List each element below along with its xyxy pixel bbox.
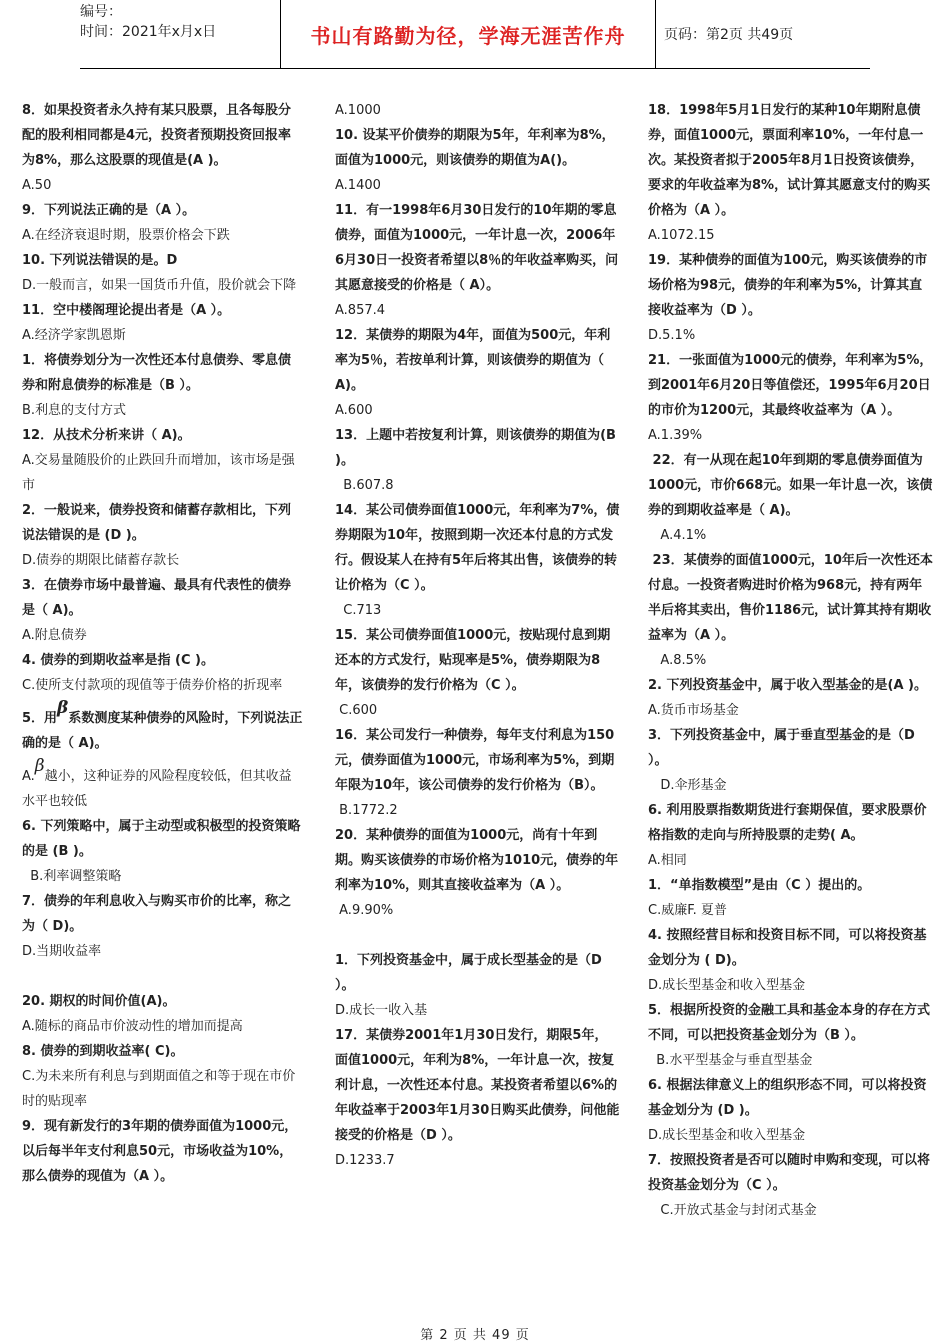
- question-text: 11．有一1998年6月30日发行的10年期的零息债券，面值为1000元，一年计息一次，2006年6月30日一投资者希望以8％的年收益率购买，问其愿意接受的价格是（ A）。: [335, 203, 619, 293]
- answer-text: C.为未来所有利息与到期面值之和等于现在市价时的贴现率: [22, 1069, 296, 1109]
- question-text: 16．某公司发行一种债券，每年支付利息为150元，债券面值为1000元，市场利率为5%，到期年限为10年，该公司债券的发行价格为（B）。: [335, 728, 615, 793]
- question-text: 17．某债券2001年1月30日发行，期限5年，面值1000元，年利为8%，一年计息一次，按复利计息，一次性还本付息。某投资者希望以6%的年收益率于2003年1月30日购买此债券，问他能接受的价格是（D ）。: [335, 1028, 620, 1143]
- answer-text: D.1233.7: [335, 1153, 395, 1168]
- answer-text: D.成长一收入基: [335, 1003, 428, 1018]
- question-text: 7．按照投资者是否可以随时申购和变现，可以将投资基金划分为（C ）。: [648, 1153, 931, 1193]
- answer-text: A.β越小，这种证券的风险程度较低，但其收益水平也较低: [22, 756, 292, 809]
- question-text: 4. 债券的到期收益率是指 (C )。: [22, 653, 214, 668]
- answer-text: A.在经济衰退时期，股票价格会下跌: [22, 228, 230, 243]
- question-text: 21．一张面值为1000元的债券，年利率为5%，到2001年6月20日等值偿还，1995年6月20日的市价为1200元，其最终收益率为（A ）。: [648, 353, 933, 418]
- beta-symbol-icon: β: [34, 756, 45, 776]
- question-text: 6. 根据法律意义上的组织形态不同，可以将投资基金划分为 (D )。: [648, 1078, 927, 1118]
- question-text: 8．如果投资者永久持有某只股票，且各每股分配的股利相同都是4元，投资者预期投资回报率为8%，那么这股票的现值是(A )。: [22, 103, 292, 168]
- question-text: 15．某公司债券面值1000元，按贴现付息到期还本的方式发行，贴现率是5%，债券期限为8年，该债券的发行价格为（C ）。: [335, 628, 611, 693]
- answer-text: D.债券的期限比储蓄存款长: [22, 553, 180, 568]
- question-text: 7．债券的年利息收入与购买市价的比率，称之为（ D)。: [22, 894, 292, 934]
- answer-text: A.1400: [335, 178, 381, 193]
- answer-text: D.5.1%: [648, 328, 696, 343]
- answer-text: A.9.90%: [335, 903, 394, 918]
- question-text: 9．现有新发行的3年期的债券面值为1000元，以后每半年支付利息50元，市场收益为10%，那么债券的现值为（A ）。: [22, 1119, 298, 1184]
- answer-text: A.1072.15: [648, 228, 715, 243]
- question-text: 12．某债券的期限为4年，面值为500元，年利率为5％，若按单利计算，则该债券的期值为（ A)。: [335, 328, 611, 393]
- answer-text: B.1772.2: [335, 803, 398, 818]
- question-text: 6. 下列策略中，属于主动型或积极型的投资策略的是 (B )。: [22, 819, 301, 859]
- question-text: 1．“单指数模型”是由（C ）提出的。: [648, 878, 871, 893]
- answer-text: D.成长型基金和收入型基金: [648, 978, 806, 993]
- answer-text: A.600: [335, 403, 373, 418]
- beta-symbol-icon: β: [57, 698, 69, 718]
- answer-text: B.利率调整策略: [22, 869, 122, 884]
- question-text: 1．将债券划分为一次性还本付息债券、零息债券和附息债券的标准是（B ）。: [22, 353, 292, 393]
- question-text: 2. 下列投资基金中，属于收入型基金的是(A )。: [648, 678, 927, 693]
- question-text: 5．用β系数测度某种债券的风险时，下列说法正确的是（ A)。: [22, 698, 303, 751]
- answer-text: C.713: [335, 603, 382, 618]
- answer-text: A.随标的商品市价波动性的增加而提高: [22, 1019, 243, 1034]
- header-motto: 书山有路勤为径，学海无涯苦作舟: [280, 0, 656, 68]
- question-text: 22．有一从现在起10年到期的零息债券面值为1000元，市价668元。如果一年计息一次，该债券的到期收益率是（ A)。: [648, 453, 933, 518]
- answer-text: A.经济学家凯恩斯: [22, 328, 126, 343]
- answer-text: B.水平型基金与垂直型基金: [648, 1053, 813, 1068]
- question-text: 23．某债券的面值1000元，10年后一次性还本付息。一投资者购进时价格为968元，持有两年半后将其卖出，售价1186元，试计算其持有期收益率为（A ）。: [648, 553, 933, 643]
- answer-text: A.1.39%: [648, 428, 703, 443]
- question-text: 8. 债券的到期收益率( C)。: [22, 1044, 184, 1059]
- spacer: [335, 923, 620, 948]
- answer-text: A.50: [22, 178, 52, 193]
- answer-text: A.附息债券: [22, 628, 87, 643]
- answer-text: A.8.5%: [648, 653, 707, 668]
- answer-text: D.成长型基金和收入型基金: [648, 1128, 806, 1143]
- answer-text: A.1000: [335, 103, 381, 118]
- question-text: 4. 按照经营目标和投资目标不同，可以将投资基金划分为 ( D)。: [648, 928, 927, 968]
- answer-text: C.使所支付款项的现值等于债券价格的折现率: [22, 678, 283, 693]
- answer-text: C.开放式基金与封闭式基金: [648, 1203, 817, 1218]
- answer-text: A.交易量随股价的止跌回升而增加，该市场是强市: [22, 453, 295, 493]
- question-text: 11．空中楼阁理论提出者是（A ）。: [22, 303, 231, 318]
- question-text: 13．上题中若按复利计算，则该债券的期值为(B )。: [335, 428, 621, 468]
- answer-text: C.威廉F. 夏普: [648, 903, 727, 918]
- question-text: 20．某种债券的面值为1000元，尚有十年到期。购买该债券的市场价格为1010元，债券的年利率为10%，则其直接收益率为（A ）。: [335, 828, 619, 893]
- question-text: 14．某公司债券面值1000元，年利率为7%，债券期限为10年，按照到期一次还本付息的方式发行。假设某人在持有5年后将其出售，该债券的转让价格为（C ）。: [335, 503, 620, 593]
- answer-text: D.一般而言，如果一国货币升值，股价就会下降: [22, 278, 297, 293]
- question-text: 12．从技术分析来讲（ A)。: [22, 428, 191, 443]
- question-text: 18．1998年5月1日发行的某种10年期附息债券，面值1000元，票面利率10%，一年付息一次。某投资者拟于2005年8月1日投资该债券，要求的年收益率为8%，试计算其愿意支付的购买价格为（A ）。: [648, 103, 931, 218]
- answer-text: B.607.8: [335, 478, 394, 493]
- answer-text: A.货币市场基金: [648, 703, 739, 718]
- header-meta: [80, 2, 280, 66]
- question-text: 19．某种债券的面值为100元，购买该债券的市场价格为98元，债券的年利率为5%，计算其直接收益率为（D ）。: [648, 253, 928, 318]
- answer-text: B.利息的支付方式: [22, 403, 127, 418]
- page-footer: 第 2 页 共 49 页: [420, 1328, 530, 1343]
- time-label: 时间：2021年x月x日: [80, 24, 217, 40]
- answer-text: A.857.4: [335, 303, 386, 318]
- question-text: 1．下列投资基金中，属于成长型基金的是（D ）。: [335, 953, 607, 993]
- answer-text: A.4.1%: [648, 528, 707, 543]
- number-label: 编号：: [80, 4, 122, 20]
- spacer: [22, 964, 304, 989]
- question-text: 10. 设某平价债券的期限为5年，年利率为8%，面值为1000元，则该债券的期值为A()。: [335, 128, 615, 168]
- question-text: 9．下列说法正确的是（A ）。: [22, 203, 196, 218]
- question-text: 6. 利用股票指数期货进行套期保值，要求股票价格指数的走向与所持股票的走势( A。: [648, 803, 927, 843]
- answer-text: C.600: [335, 703, 378, 718]
- question-text: 5．根据所投资的金融工具和基金本身的存在方式不同，可以把投资基金划分为（B ）。: [648, 1003, 931, 1043]
- question-text: 3．在债券市场中最普遍、最具有代表性的债券是（ A)。: [22, 578, 292, 618]
- column-middle: [335, 98, 620, 1173]
- column-right: [648, 98, 935, 1223]
- question-text: 20. 期权的时间价值(A)。: [22, 994, 176, 1009]
- question-text: 3．下列投资基金中，属于垂直型基金的是（D ）。: [648, 728, 920, 768]
- header-page-info: 页码：第2页 共49页: [664, 27, 794, 43]
- column-left: [22, 98, 304, 1189]
- answer-text: D.当期收益率: [22, 944, 102, 959]
- answer-text: A.相同: [648, 853, 687, 868]
- answer-text: D.伞形基金: [648, 778, 727, 793]
- question-text: 2．一般说来，债券投资和储蓄存款相比，下列说法错误的是 (D )。: [22, 503, 292, 543]
- page-header: [80, 0, 870, 69]
- question-text: 10. 下列说法错误的是。D: [22, 253, 178, 268]
